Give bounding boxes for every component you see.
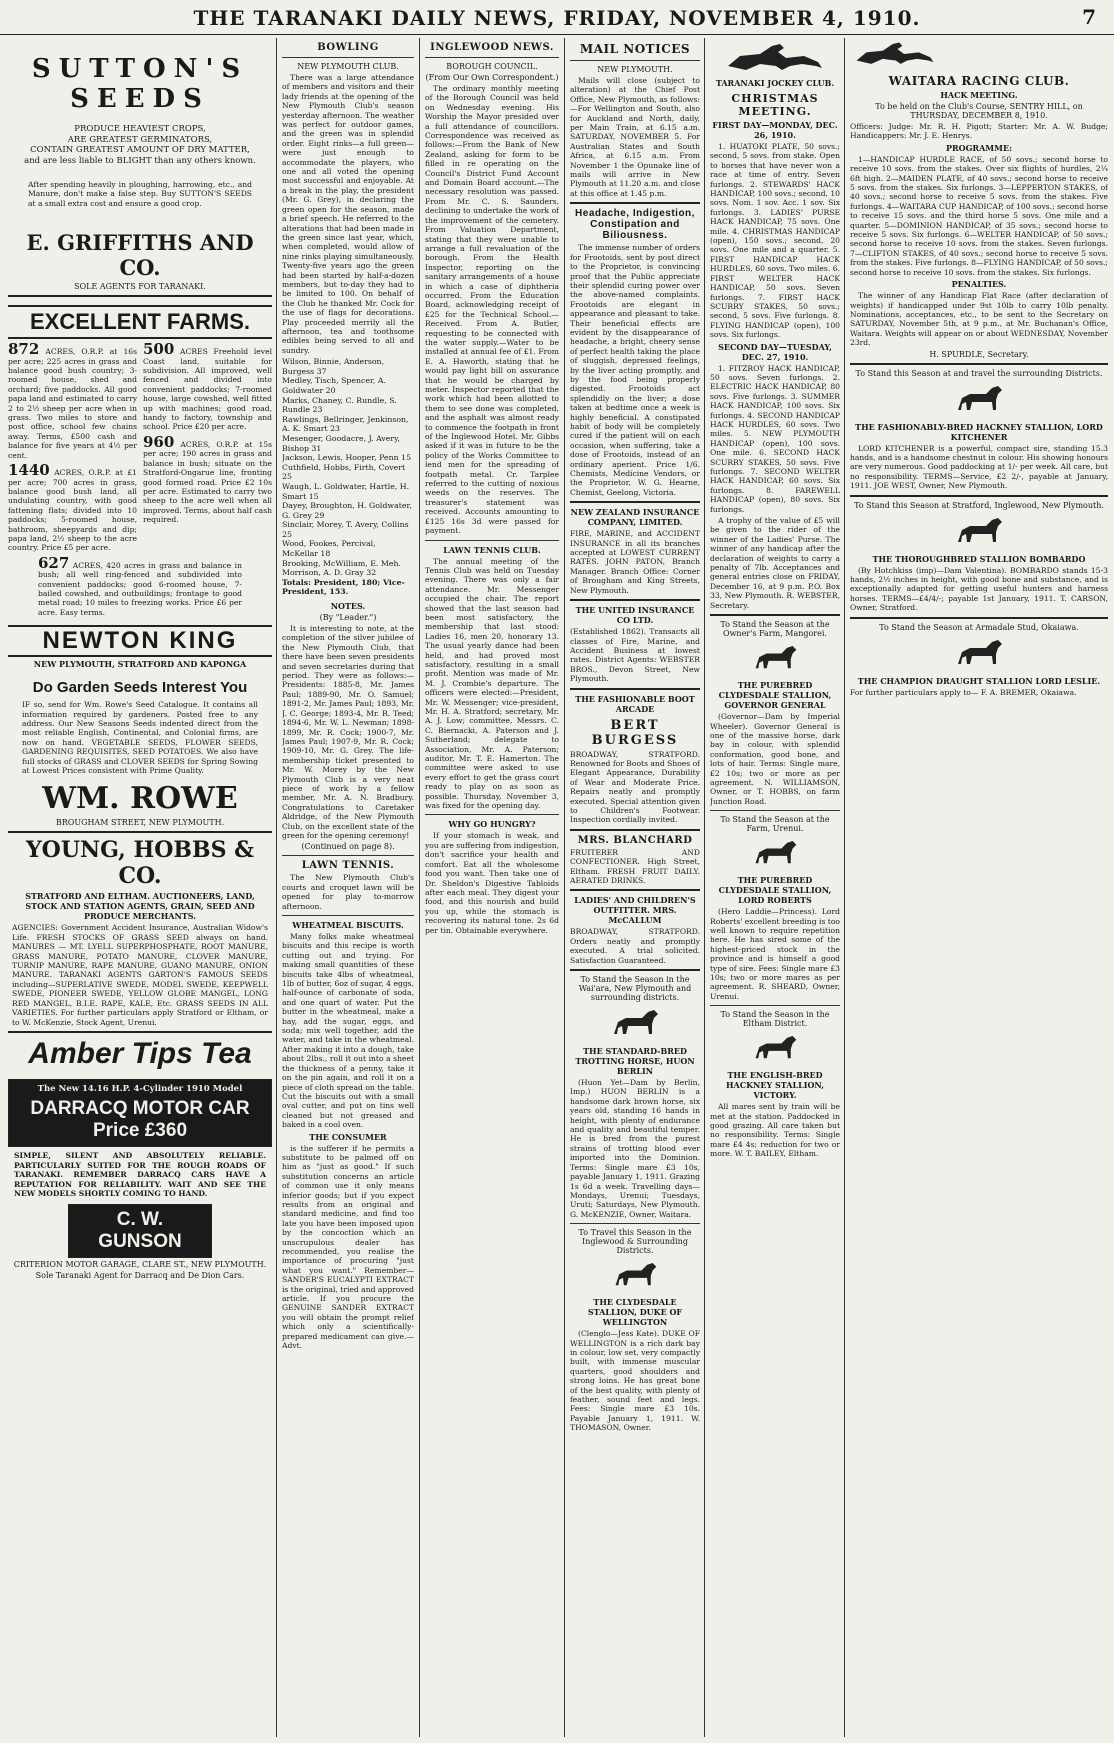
rowe-seeds-title: Do Garden Seeds Interest You (32, 679, 248, 697)
masthead (0, 0, 1114, 35)
bowling-article (282, 73, 414, 355)
waitara-club-heading: WAITARA RACING CLUB. (888, 74, 1070, 88)
lord-leslie-title: THE CHAMPION DRAUGHT STALLION LORD LESLIE. (857, 675, 1101, 686)
victory-paragraph: All mares sent by train will be met at the station. Paddocked in good grazing. All care taken but no responsibility. Terms: Single mare £4 4s; reduction for two or more. W. T. BAILEY, Eltham. (710, 1102, 840, 1159)
score-row: Rawlings, Bellringer, Jenkinson, A. K. Smart 23 (282, 414, 409, 434)
victory-title: THE ENGLISH-BRED HACKNEY STALLION, VICTORY. (725, 1070, 825, 1101)
horse-icon (952, 380, 1006, 420)
council-paragraph: The ordinary monthly meeting of the Borough Council was held on Wednesday evening. His Worship the Mayor presided over a full attendance of councillors. Correspondence was received as follows:—From the Bank of New Zealand, asking for form to be filled in re operating on the Council's District Fund Account and Domain Board account.—The necessary resolution was passed. From Mr. C. S. Saunders, declining to undertake the work of the improvement of the cemetery. From Valuation Department, stating that they were unable to arrange a full revaluation of the borough. From the Health Inspector, reporting on the sanitary arrangements of a house in which a case of diphtheria occurred. From the Education Board, acknowledging receipt of £25 for the Technical School.—Received. From A. Butler, requesting to be connected with the water supply.—Water to be installed at annual fee of £1. From E. A. Haworth, stating that he would pay light bill on assurance that he would be charged by meter. Inspector reported that the work which had been allotted to them to see done was completed, and the asphalt was almost ready to commence the footpath in front of the Inglewood Hotel. Mr. Gibbs asked if it was in future to be the policy of the Works Committee to lend men for the spreading of footpath metal. Cr. Tarplee referred to the cutting of noxious weeds on the reserves. The treasurer's statement was received. Accounts amounting to £125 16s 3d were passed for payment. (425, 84, 559, 536)
score-row: Medley, Tisch, Spencer, A. Goldwater 20 (282, 376, 386, 395)
score-row: Waugh, L. Goldwater, Hartle, H. Smart 15 (282, 481, 410, 501)
column-rule (844, 38, 845, 1737)
horse-icon (952, 634, 1006, 674)
horse-icon (750, 1030, 800, 1068)
score-row: Cuthfield, Hobbs, Firth, Covert 25 (282, 462, 406, 482)
farm-text: ACRES, O.R.P. at £1 per acre; 700 acres in grass, balance good bush land, all undulating country, with good fattening flats; divided into 10 paddocks; 5-roomed house, bathroom, sheepyards and dip; papa land, 2½ sheep to the acre country. Price £5 per acre. (8, 468, 137, 553)
tennis-club-heading: LAWN TENNIS CLUB. (443, 544, 541, 555)
farm-listing (8, 461, 137, 553)
horse-icon (750, 835, 800, 873)
young-hobbs-title: YOUNG, HOBBS & CO. (25, 837, 255, 890)
score-totals: Totals: President, 180; Vice-President, 153. (282, 577, 405, 597)
trophy-notice: A trophy of the value of £5 will be given to the rider of the winner of the Ladies' Purse. The winner of any handicap after the declaration of weights to carry a penalty of 7lb. Acceptances and general entries close on FRIDAY, December 16, at 9 p.m. P.O. Box 33, New Plymouth. R. WEBSTER, Secretary. (710, 516, 840, 610)
hungry-heading: WHY GO HUNGRY? (448, 819, 536, 830)
gunson-address: CRITERION MOTOR GARAGE, CLARE ST., NEW PLYMOUTH. (13, 1260, 267, 1270)
suttons-claims (8, 124, 272, 166)
tennis-club-paragraph: The annual meeting of the Tennis Club was held on Tuesday evening. There was only a fair attendance. Mr. Messenger occupied the chair. The report showed that the last season had been most satisfactory, the membership that last stood: Ladies 16, men 20, honorary 13. The usual yearly dance had been held, and had proved most satisfactory, resulting in a small profit. Mention was made of Mr. M. J. Crombie's departure. The officers were elected:—President, Mr. W. Messenger; vice-president, Mr. H. A. Stratford; secretary, Mr. A. J. Low; committee, Messrs. C. C. Biernacki, A. Paterson and J. Sutherland; delegate to Association, Mr. A. Paterson; auditor, Mr. T. E. Hamerton. The committee were asked to use every effort to get the grass court ready to play on as soon as possible. Thursday, November 3, was fixed for the opening day. (425, 556, 559, 811)
first-day-heading: FIRST DAY—MONDAY, DEC. 26, 1910. (712, 120, 838, 140)
lord-kitchener-paragraph: LORD KITCHENER is a powerful, compact sire, standing 15.3 hands, and is a handsome chestnut in colour. His showing honours are very numerous. Good paddocking at 1/- per week. All care, but no responsibility. TERMS—Service, £2 2/-, payable at January, 1911. JOE WEST, Owner, New Plymouth. (850, 443, 1108, 491)
newton-king-sub: NEW PLYMOUTH, STRATFORD AND KAPONGA (33, 659, 247, 670)
suttons-claim: CONTAIN GREATEST AMOUNT OF DRY MATTER, (30, 145, 250, 155)
farm-acres: 500 (143, 340, 175, 359)
darracq-ad (8, 1079, 272, 1148)
nz-insurance-body: FIRE, MARINE, and ACCIDENT INSURANCE in all its branches accepted at LOWEST CURRENT RATES. JOHN PATON, Branch Manager. Branch Office: Corner of Brougham and King Streets, New Plymouth. (570, 529, 700, 595)
boot-arcade-heading: THE FASHIONABLE BOOT ARCADE (575, 693, 695, 714)
farm-text: ACRES, O.R.P. at 16s per acre; 225 acres in grass and balance good bush country; 3-roomed house, shed and orchard; five paddocks. All good papa land and estimated to carry 2 to 2½ sheep per acre when in grass. Two miles to store and post office, school few chains away. Terms, £500 cash and balance for five years at 4½ per cent. (8, 347, 137, 460)
consumer-heading: THE CONSUMER (309, 1131, 387, 1142)
darracq-sub: The New 14.16 H.P. 4-Cylinder 1910 Model (37, 1083, 243, 1094)
united-insurance-heading: THE UNITED INSURANCE CO LTD. (575, 605, 695, 626)
griffiths-sub: SOLE AGENTS FOR TARANAKI. (74, 282, 206, 292)
hack-meeting-heading: HACK MEETING. (940, 90, 1018, 100)
gunson-name: C. W. GUNSON (68, 1204, 212, 1258)
page-number: 7 (1082, 5, 1096, 29)
secretary-signature: H. SPURDLE, Secretary. (929, 349, 1029, 359)
consumer-paragraph: is the sufferer if he permits a substitute to be palmed off on him as "just as good." If such substitution concerns an article of common use it only means inferior goods; but if you expect results from an original and standard medicine, and find too late you have been imposed upon by the concoction which an unscrupulous dealer has recommended, you realise the importance of procuring "just what you want." Remember—SANDER'S EUCALYPTI EXTRACT is the original, tried and approved article. If you procure the GENUINE SANDER EXTRACT you will obtain the prompt relief which only a scientifically-prepared medicament can give.—Advt. (282, 1143, 414, 1351)
huon-berlin-paragraph: (Huon Yet—Dam by Berlin, Imp.) HUON BERLIN is a handsome dark brown horse, six years old, standing 16 hands in height, with plenty of endurance and quality and beautiful temper. He is bred from the purest strains of trotting blood ever imported into the Dominion. Terms: Single mare £3 10s, payable January 1, 1911. Grazing 1s 6d a week. Travelling days—Mondays, Urenui; Tuesdays, Uruti; Saturdays, New Plymouth. G. McKENZIE, Owner, Waitara. (570, 1078, 700, 1219)
programme-heading: PROGRAMME: (945, 142, 1013, 153)
farm-listing (143, 340, 272, 432)
farm-text: ACRES, 420 acres in grass and balance in bush; all well ring-fenced and subdivided into convenient paddocks; good 6-roomed house, 7-bailed cowshed, and outbuildings; frontage to good metal road; 10 miles to freezing works. Price £6 per acre. Easy terms. (38, 560, 242, 617)
programme-list: 1—HANDICAP HURDLE RACE, of 50 sovs.; second horse to receive 10 sovs. from the stakes. Over six flights of hurdles, 2¼ 6ft high. 2—MAIDEN PLATE, of 40 sovs.; second horse to receive 5 sovs. from the stakes. Six furlongs. 3—LEPPERTON STAKES, of 40 sovs.; second horse to receive 5 sovs. from the stakes. Five furlongs. 4—WAITARA CUP HANDICAP, of 100 sovs.; second horse to receive 15 sovs. and the third horse 5 sovs. One mile and a quarter. 5—DOMINION HANDICAP, of 35 sovs.; second horse to receive 5 sovs. Six furlongs. 6—WELTER HANDICAP, of 50 sovs.; second horse to receive 10 sovs. from the stakes. Seven furlongs. 7—CLIFTON STAKES, of 40 sovs.; second horse to receive 5 sovs. from the stakes. Five furlongs. 8—FLYING HANDICAP, of 50 sovs.; second horse to receive 10 sovs. from the stakes. Six furlongs. (850, 154, 1108, 277)
suttons-claim: and are less liable to BLIGHT than any others known. (24, 155, 256, 166)
jockey-club-column (710, 38, 840, 1739)
rowe-address: BROUGHAM STREET, NEW PLYMOUTH. (55, 818, 225, 828)
hungry-paragraph: If your stomach is weak, and you are suffering from indigestion, don't sacrifice your health and comfort. Eat all the wholesome food you want. Then take one of Dr. Sheldon's Digestive Tabloids after each meal. They digest your food, and this nourish and build you up, while the stomach is recovering its natural tone. 2s 6d per tin. Obtainable everywhere. (425, 831, 559, 935)
suttons-seeds-title: SUTTON'S SEEDS (31, 54, 249, 114)
score-row: Wood, Fookes, Percival, McKellar 18 (282, 539, 376, 559)
column-rule (276, 38, 277, 1737)
bowling-heading: BOWLING (317, 42, 379, 53)
stand-notice: To Stand the Season at Armadale Stud, Okaiawa. (879, 622, 1079, 632)
mccallum-body: BROADWAY, STRATFORD. Orders neatly and promptly executed. A trial solicited. Satisfaction Guaranteed. (570, 927, 700, 965)
christmas-meeting-heading: CHRISTMAS MEETING. (731, 92, 819, 118)
wheatmeal-paragraph: Many folks make wheatmeal biscuits and this recipe is worth cutting out and trying. For making small quantities of these biscuits take 4lbs of wheatmeal, 1lb of butter, 6oz of sugar, 4 eggs, half-ounce of carbonate of soda, and one quart of water. Put the butter in the wheatmeal, make a bay, add the sugar, eggs, and soda; mix well together, add the water, and take in the wheatmeal. After making it into a dough, take about 2lbs., roll it out into a sheet the thickness of a penny, take it on the pin again, and roll it on a piece of cloth spread on the table. Cut the biscuits out with a small oval cutter, and put on tins well cleaned but not greased and baked in a cool oven. (282, 932, 414, 1130)
lord-roberts-title: THE PUREBRED CLYDESDALE STALLION, LORD ROBERTS (718, 875, 832, 906)
farm-acres: 872 (8, 340, 40, 359)
notices-column (570, 38, 700, 1739)
score-row: Mesenger, Goodacre, J. Avery, Bishop 31 (282, 433, 400, 453)
gunson-sub: Sole Taranaki Agent for Darracq and De Dion Cars. (35, 1271, 245, 1281)
young-hobbs-body: AGENCIES: Government Accident Insurance, Australian Widow's Life. FRESH STOCKS OF GRASS SEED always on hand. MANURES — MT. LYELL SUPERPHOSPHATE, ROOT MANURE, GRASS MANURE, POTATO MANURE, CLOVER MANURE, TURNIP MANURE, RAPE MANURE, GUANO MANURE, ONION MANURE. TARANAKI AGENTS GARTON'S FAMOUS SEEDS including—SUPERLATIVE SWEDE, MODEL SWEDE, KEEPWELL SWEDE, PIONEER SWEDE, YELLOW GLOBE MANGEL, LONG RED MANGEL, B.I.E. RAPE, KALE, Etc. GRASS SEEDS IN ALL VARIETIES. For further particulars apply Stratford or Eltham, or to W. McKenzie, Stock Agent, Urenui. (12, 923, 268, 1027)
darracq-title: DARRACQ MOTOR CAR (30, 1098, 250, 1120)
huon-berlin-title: THE STANDARD-BRED TROTTING HORSE, HUON BERLIN (575, 1046, 695, 1077)
nz-insurance-heading: NEW ZEALAND INSURANCE COMPANY, LIMITED. (570, 507, 700, 528)
score-row: Dayey, Broughton, H. Goldwater, G. Grey 29 (282, 501, 412, 520)
darracq-price: Price £360 (92, 1120, 188, 1142)
frootoids-paragraph: The immense number of orders for Frootoids, sent by post direct to the Proprietor, is convincing proof that the Public appreciate their splendid curing power over the above-named complaints. Frootoids are elegant in appearance and pleasant to take. Their beneficial effects are evident by the disappearance of headache, a bright, cheery sense of perfect health taking the place of sluggish, depressed feelings, by the liver acting promptly, and by the food being properly digested. Frootoids act splendidly on the liver; a dose taken at bedtime once a week is highly beneficial. A constipated habit of body will be completely cured if the patient will on each occasion, when suffering, take a dose of Frootoids, instead of an ordinary aperient. Price 1/6. Chemists, Medicine Vendors, or the Proprietor, W. G. Hearne, Chemist, Geelong, Victoria. (570, 243, 700, 497)
notes-byline: (By "Leader.") (319, 613, 377, 623)
bowling-scores (282, 357, 414, 597)
farm-acres: 627 (38, 553, 70, 572)
frootoids-heading: Headache, Indigestion, Constipation and Biliousness. (575, 208, 695, 242)
jockey-club-heading: TARANAKI JOCKEY CLUB. (715, 78, 835, 88)
farm-listing (8, 340, 137, 460)
column-rule (704, 38, 705, 1737)
bombardo-title: THE THOROUGHBRED STALLION BOMBARDO (872, 553, 1086, 564)
council-subheading: BOROUGH COUNCIL. (446, 62, 538, 71)
mail-notices-heading: MAIL NOTICES (579, 42, 691, 56)
stand-notice: To Stand the Season at the Farm, Urenui. (720, 815, 830, 834)
darracq-body: SIMPLE, SILENT AND ABSOLUTELY RELIABLE. PARTICULARLY SUITED FOR THE ROUGH ROADS OF TARANAKI. REMEMBER DARRACQ CARS HAVE A REPUTATION FOR RELIABILITY. WAIT AND SEE THE NEW MODELS SHORTLY COMING TO HAND. (14, 1151, 266, 1199)
column-rule (564, 38, 565, 1737)
amber-tips-tea: Amber Tips Tea (28, 1036, 252, 1070)
correspondent-note: (From Our Own Correspondent.) (425, 73, 559, 82)
second-day-heading: SECOND DAY—TUESDAY, DEC. 27, 1910. (718, 341, 832, 362)
rowe-seeds-body: IF so, send for Wm. Rowe's Seed Catalogue. It contains all information required by gardeners. Posted free to any address. Our New Seasons Seeds indented direct from the most reliable English, Continental, and Colonial firms, are now on hand. VEGETABLE SEEDS, FLOWER SEEDS, GARDENING REQUISITES, SEED POTATOES. We also have full stocks of GRASS and CLOVER SEEDS for Spring Sowing at Lowest Prices consistent with Prime Quality. (22, 700, 258, 776)
blanchard-title: MRS. BLANCHARD (577, 834, 693, 846)
bert-burgess-title: BERT BURGESS (591, 717, 679, 748)
score-row: Sinclair, Morey, T. Avery, Collins 25 (282, 520, 409, 539)
bowling-column (282, 38, 414, 1739)
farm-acres: 1440 (8, 461, 50, 480)
masthead-title: THE TARANAKI DAILY NEWS, FRIDAY, NOVEMBER 4, 1910. (193, 6, 921, 30)
horse-icon (608, 1004, 662, 1044)
stand-notice: To Stand this Season at Stratford, Inglewood, New Plymouth. (854, 500, 1104, 510)
ad-column (8, 38, 272, 1739)
farm-acres: 960 (143, 432, 175, 451)
bert-burgess-body: BROADWAY, STRATFORD. Renowned for Boots and Shoes of Elegant Appearance, Durability of Wear and Moderate Price. Repairs neatly and promptly executed. Special attention given to Children's Footwear. Inspection cordially invited. (570, 749, 700, 825)
lord-roberts-paragraph: (Hero Laddie—Princess). Lord Roberts' excellent breeding is too well known to require repetition here. He has sired some of the highest-priced stock in the province and is himself a good type of sire. Fees: Single mare £3 10s; two or more mares as per agreement. R. SHEARD, Owner, Urenui. (710, 907, 840, 1001)
bombardo-paragraph: (By Hotchkiss (imp)—Dam Valentina). BOMBARDO stands 15-3 hands, 2½ inches in height, with good bone and substance, and is exceptionally adapted for getting useful hunters and harness horses. TERMS—£4/4/-; payable 1st January, 1911. T. CARSON, Owner, Stratford. (850, 565, 1108, 613)
griffiths-name: E. GRIFFITHS AND CO. (26, 230, 254, 281)
farm-text: ACRES, O.R.P. at 15s per acre; 190 acres in grass and balance in bush; situate on the Stratford-Ongarue line, fronting good formed road. Price £2 10s per acre. Estimated to carry two sheep to the acre well when all improved. Terms, about half cash required. (143, 439, 272, 525)
blanchard-body: FRUITERER AND CONFECTIONER. High Street, Eltham. FRESH FRUIT DAILY. AERATED DRINKS. (570, 847, 700, 885)
penalties-paragraph: The winner of any Handicap Flat Race (after declaration of weights) if handicapped under 9st 10lb to carry 10lb penalty. Nominations, acceptances, etc., to be sent to the Secretary on SATURDAY, November 5th, at 9 p.m., at Mr. Buchanan's Office, Waitara. Weights will appear on or about WEDNESDAY, November 23rd. (850, 291, 1108, 348)
governor-general-paragraph: (Governor—Dam by Imperial Wheeler). Governor General is one of the massive horse, dark bay in colour, with splendid conformation, good bone, and lots of hair. Terms: Single mare, £2 10s; two or more as per agreement. N. WILLIAMSON, Owner, or T. HOBBS, on farm Junction Road. (710, 712, 840, 806)
farm-text: ACRES Freehold level Coast land, suitable for subdivision. All improved, well fenced and divided into convenient paddocks; 7-roomed house, large cowshed, well fitted up with machines; good road, handy to factory, township and school. Price £20 per acre. (143, 347, 272, 432)
racehorse-icon (720, 40, 830, 76)
united-insurance-body: (Established 1862). Transacts all classes of Fire, Marine, and Accident Business at lowest rates. District Agents: WEBSTER BROS., Devon Street, New Plymouth. (570, 627, 700, 684)
mail-notices-paragraph: Mails will close (subject to alteration) at the Chief Post Office, New Plymouth, as follows:—For Wellington and South, also for Auckland and North, daily, per Main Train, at 6.15 a.m. SATURDAY, NOVEMBER 5. For Australian States and South Africa, at 6.15 a.m. From November 1 the Opunake line of mails will arrive in New Plymouth at 11.20 a.m. and close at this office at 1.45 p.m. (570, 76, 700, 198)
lord-kitchener-title: THE FASHIONABLY-BRED HACKNEY STALLION, LORD KITCHENER (855, 421, 1103, 442)
horse-icon (610, 1257, 660, 1295)
suttons-body: After spending heavily in ploughing, harrowing, etc., and Manure, don't make a false step. Buy SUTTON'S SEEDS at a small extra cost and ensure a good crop. (28, 180, 252, 208)
stand-notice: To Stand this Season at and travel the surrounding Districts. (855, 368, 1103, 378)
column-rule (419, 38, 420, 1737)
stand-notice: To Stand the Season at the Owner's Farm, Mangorei. (720, 620, 830, 639)
rowe-name: WM. ROWE (42, 781, 238, 817)
lord-leslie-body: For further particulars apply to— F. A. BREMER, Okaiawa. (850, 687, 1077, 697)
horse-icon (952, 512, 1006, 552)
duke-wellington-paragraph: (Clenglo—Jess Kate). DUKE OF WELLINGTON is a rich dark bay in colour, low set, very compactly built, with immense muscular quarters, good shoulders and strong loins. He has great bone of the best quality, with plenty of feather, sound feet and legs. Fees: Single mare £3 10s. Payable January 1, 1911. W. THOMASON, Owner. (570, 1329, 700, 1433)
lawn-tennis-paragraph: The New Plymouth Club's courts and croquet lawn will be opened for play to-morrow afternoon. (282, 873, 414, 911)
young-hobbs-sub: STRATFORD AND ELTHAM. AUCTIONEERS, LAND, STOCK AND STATION AGENTS, GRAIN, SEED AND PRODUCE MERCHANTS. (25, 891, 255, 922)
waitara-column (850, 38, 1108, 1739)
score-row: Marks, Chaney, C. Rundle, S. Rundle 23 (282, 395, 397, 415)
first-day-programme: 1. HUATOKI PLATE, 50 sovs.; second, 5 sovs. from stake. Open to horses that have never won a race at time of entry. Seven furlongs. 2. STEWARDS' HACK HANDICAP, 100 sovs.; second, 10 sovs. Nom. 1 sov. Acc. 1 sov. Six furlongs. 3. LADIES' PURSE HACK HANDICAP, 75 sovs. One mile. 4. CHRISTMAS HANDICAP (open), 150 sovs.; second, 20 sovs. One mile and a quarter. 5. FIRST HANDICAP HACK HURDLES, 60 sovs. Two miles. 6. FIRST WELTER HACK HANDICAP, 50 sovs. Seven furlongs. 7. FIRST HACK SCURRY STAKES, 50 sovs.; second, 5 sovs. Five furlongs. 8. FLYING HANDICAP (open), 100 sovs. Six furlongs. (710, 142, 840, 340)
farm-listing (143, 432, 272, 525)
horse-icon (750, 640, 800, 678)
mail-notices-sub: NEW PLYMOUTH. (597, 65, 673, 74)
newton-king-title: NEWTON KING (8, 625, 272, 657)
score-row: Wilson, Binnie, Anderson, Burgess 37 (282, 357, 385, 376)
notes-heading: NOTES. (330, 601, 366, 612)
score-row: Brooking, McWilliam, E. Meh. Morrison, A. D. Gray 32 (282, 558, 401, 578)
hack-meeting-sub: To be held on the Club's Course, SENTRY HILL, on THURSDAY, DECEMBER 8, 1910. (875, 102, 1083, 120)
bowling-paragraph: There was a large attendance of members and visitors and their lady friends at the opening of the New Plymouth Club's season yesterday afternoon. The weather was perfect for outdoor games, and the green was in splendid order. Eight rinks—a full green—were just enough to accommodate the players, who one and all voted the opening most successful and enjoyable. At a break in the play, the president (Mr. G. Grey), in declaring the green open for the season, made a brief speech. He referred to the alterations that had been made in the green since last year, which, when completed, would allow of nine rinks playing simultaneously. Twenty-five years ago the green had been started by half-a-dozen members, but to-day they had to be limited to 100. On behalf of the Club he thanked Mr. Cock for the use of flags for decorations. Play proceeded merrily all the afternoon, tea and toothsome edibles being served to all and sundry. (282, 73, 414, 355)
penalties-heading: PENALTIES. (951, 279, 1007, 290)
farm-listing (38, 553, 242, 617)
bowling-subheading: NEW PLYMOUTH CLUB. (297, 62, 399, 71)
racehorse-icon (850, 38, 940, 70)
stand-notice: To Stand the Season in the Wai'ara, New Plymouth and surrounding districts. (578, 975, 692, 1003)
excellent-farms-title: EXCELLENT FARMS. (8, 305, 272, 339)
governor-general-title: THE PUREBRED CLYDESDALE STALLION, GOVERNOR GENERAL (718, 680, 832, 711)
score-row: Jackson, Lewis, Hooper, Penn 15 (282, 453, 412, 463)
mccallum-title: LADIES' AND CHILDREN'S OUTFITTER. MRS. McCALLUM (574, 895, 696, 926)
notes-paragraph: It is interesting to note, at the completion of the silver jubilee of the New Plymouth Club, that there have been seven presidents and seven secretaries during that period. They were as follows:—Presidents: 1885-8, Mr. James Paul; 1889-90, Mr. O. Samuel; 1891-2, Mr. James Paul; 1893, Mr. J. C. George; 1893-4, Mr. R. Teed; 1894-6, Mr. W. L. Newman; 1898-1899, Mr. R. Cock; 1900-7, Mr. James Paul; 1907-9, Mr. R. Cock; 1909-10, Mr. G. Grey. The life-membership ticket presented to Mr. W. Morey by the New Plymouth Club is a very neat piece of work by a fellow member, Mr. A. N. Bradbury. Congratulations to Caretaker Aldridge, of the New Plymouth Club, on the excellent state of the green for the opening ceremony! (282, 624, 414, 840)
continued-note: (Continued on page 8). (301, 842, 395, 852)
stand-notice: To Travel this Season in the Inglewood & Surrounding Districts. (578, 1228, 692, 1256)
lawn-tennis-heading: LAWN TENNIS. (301, 860, 395, 872)
wheatmeal-heading: WHEATMEAL BISCUITS. (292, 920, 404, 930)
farms-list (8, 340, 272, 553)
second-day-programme: 1. FITZROY HACK HANDICAP, 50 sovs. Seven furlongs. 2. ELECTRIC HACK HANDICAP, 80 sovs. Five furlongs. 3. SUMMER HACK HANDICAP, 100 sovs. Six furlongs. 4. SECOND HANDICAP HACK HURDLES, 60 sovs. Two miles. 5. NEW PLYMOUTH HANDICAP (open), 100 sovs. One mile. 6. SECOND HACK SCURRY STAKES, 50 sovs. Five furlongs. 7. SECOND WELTER HACK HANDICAP, 60 sovs. Six furlongs. 8. FAREWELL HANDICAP (open), 80 sovs. Six furlongs. (710, 363, 840, 514)
suttons-claim: ARE GREATEST GERMINATORS, (67, 134, 213, 145)
inglewood-heading: INGLEWOOD NEWS. (430, 42, 554, 53)
officers-list: Officers: Judge: Mr. R. H. Pigott; Starter: Mr. A. W. Budge; Handicappers: Mr. J. E. Henrys. (850, 122, 1108, 141)
inglewood-column (425, 38, 559, 1739)
stand-notice: To Stand the Season in the Eltham District. (720, 1010, 830, 1029)
suttons-claim: PRODUCE HEAVIEST CROPS, (74, 124, 206, 134)
duke-wellington-title: THE CLYDESDALE STALLION, DUKE OF WELLINGTON (587, 1297, 683, 1328)
